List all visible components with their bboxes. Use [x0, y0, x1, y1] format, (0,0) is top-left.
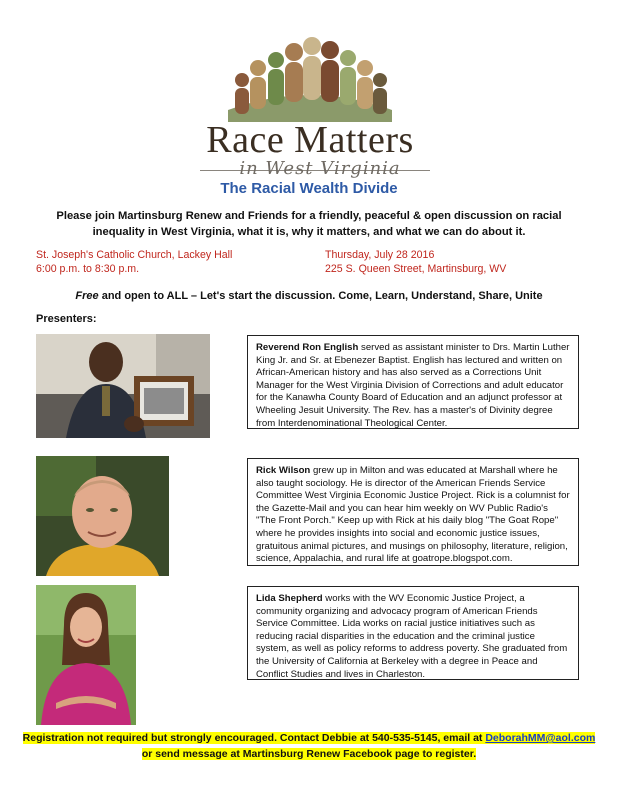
- presenter-bio-text: works with the WV Economic Justice Project, a community organizing and advocacy program of American Friends Service Committee. Lida works on racial justice initiatives such as reducing racial disparities in the education and the criminal justice system, as well as policy reforms to address poverty. She graduated from the University of California at Berkeley with a degree in Peace and Conflict Studies and lives in Charleston.: [256, 593, 568, 680]
- venue-text: St. Joseph's Catholic Church, Lackey Hall: [36, 249, 233, 261]
- presenter-photo-lida-shepherd: [36, 585, 136, 725]
- event-intro: Please join Martinsburg Renew and Friends for a friendly, peaceful & open discussion on racial inequality in West Virginia, what it is, why it matters, and what we can do about it.: [56, 210, 562, 238]
- event-title: The Racial Wealth Divide: [220, 180, 398, 197]
- registration-line-2: or send message at Martinsburg Renew Facebook page to register.: [141, 748, 477, 760]
- email-link[interactable]: DeborahMM@aol.com: [485, 732, 596, 744]
- date-block: [325, 248, 506, 276]
- presenter-name: Lida Shepherd: [256, 593, 323, 604]
- presenter-name: Rick Wilson: [256, 465, 311, 476]
- logo-subtitle: in West Virginia: [239, 158, 401, 179]
- time-text: 6:00 p.m. to 8:30 p.m.: [36, 263, 140, 275]
- address-text: 225 S. Queen Street, Martinsburg, WV: [325, 263, 507, 275]
- registration-line-1: [23, 732, 596, 744]
- free-line: [0, 290, 618, 302]
- presenter-bio-text: served as assistant minister to Drs. Martin Luther King Jr. and Sr. at Ebenezer Baptist. English has lectured and written on African-American history and has also served as a Corrections Unit Manager for the West Virginia Division of Corrections and adult educator for the Kanawha County Board of Education and an adjunct professor at Wheeling Jesuit University. The Rev. has a master's of Divinity degree from Interdenominational Theological Center.: [256, 342, 570, 429]
- free-line-text: and open to ALL – Let's start the discussion. Come, Learn, Understand, Share, Unite: [98, 290, 543, 302]
- presenter-name: Reverend Ron English: [256, 342, 359, 353]
- registration-text: Registration not required but strongly encouraged. Contact Debbie at 540-535-5145, email at: [22, 732, 486, 744]
- presenter-bio-lida-shepherd: [247, 586, 579, 680]
- race-matters-logo: [170, 30, 450, 179]
- presenter-bio-text: grew up in Milton and was educated at Marshall where he also taught sociology. He is director of the American Friends Service Committee West Virginia Economic Justice Project. Rick is a columnist for the Gazette-Mail and you can hear him weekly on WV Public Radio's "The Front Porch." Keep up with Rick at his daily blog "The Goat Rope" where he provides insights into social and economic justice issues, gratuitous animal pictures, and musings on philosophy, literature, religion, science, Appalachia, and rural life at goatrope.blogspot.com.: [256, 465, 570, 565]
- presenter-bio-ron-english: [247, 335, 579, 429]
- presenter-bio-rick-wilson: [247, 458, 579, 566]
- venue-block: [36, 248, 232, 276]
- registration-note: [0, 730, 618, 762]
- logo-title: Race Matters: [206, 119, 414, 161]
- free-word: Free: [75, 290, 99, 302]
- people-silhouette-icon: [220, 30, 400, 122]
- presenter-photo-rick-wilson: [36, 456, 169, 576]
- presenters-heading: Presenters:: [36, 313, 97, 325]
- date-text: Thursday, July 28 2016: [325, 249, 435, 261]
- presenter-photo-ron-english: [36, 334, 210, 438]
